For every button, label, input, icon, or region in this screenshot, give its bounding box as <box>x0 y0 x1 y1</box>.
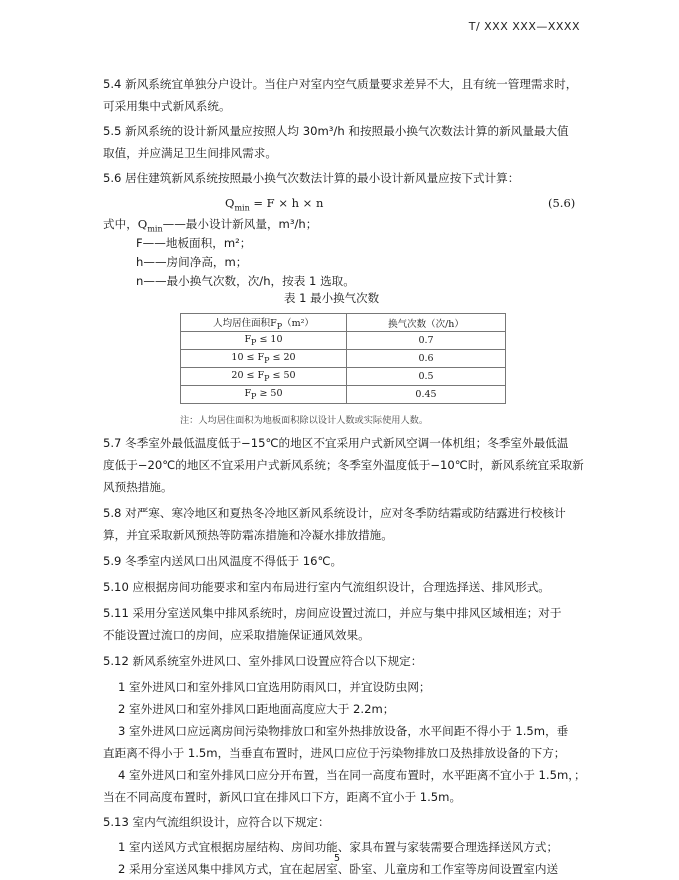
formula-lhs: Q <box>225 196 235 210</box>
min-air-change-table <box>180 313 506 404</box>
clause-5-11-line2: 不能设置过流口的房间，应采取措施保证通风效果。 <box>103 628 370 642</box>
where-q-desc: ——最小设计新风量，m³/h； <box>162 217 318 231</box>
cell-area: $20 \le F_P \le 50$ <box>181 368 347 386</box>
where-intro: 式中， <box>103 217 138 231</box>
where-q-sub: min <box>147 224 163 234</box>
clause-5-11-line1: 5.11 采用分室送风集中排风系统时，房间应设置过流口，并应与集中排风区域相连；对于 <box>103 606 562 620</box>
clause-5-5-line1: 5.5 新风系统的设计新风量应按照人均 30m³/h 和按照最小换气次数法计算的新风量最大值 <box>103 124 569 138</box>
table-caption: 表 1 最小换气次数 <box>284 291 380 305</box>
cell-ach: 0.7 <box>347 332 506 350</box>
where-n: n——最小换气次数，次/h，按表 1 选取。 <box>136 274 355 288</box>
cell-area: $F_P \le 10$ <box>181 332 347 350</box>
clause-5-12-title: 5.12 新风系统室外进风口、室外排风口设置应符合以下规定： <box>103 654 423 668</box>
clause-5-12-item4-line2: 当在不同高度布置时，新风口宜在排风口下方，距离不宜小于 1.5m。 <box>103 790 462 804</box>
table-row <box>181 332 506 350</box>
cell-ach: 0.5 <box>347 368 506 386</box>
table-row <box>181 386 506 404</box>
clause-5-4-line1: 5.4 新风系统宜单独分户设计。当住户对室内空气质量要求差异不大，且有统一管理需求时， <box>103 77 578 91</box>
clause-5-9: 5.9 冬季室内送风口出风温度不得低于 16℃。 <box>103 554 343 568</box>
clause-5-12-item3-line1: 3 室外进风口应远离房间污染物排放口和室外热排放设备，水平间距不得小于 1.5m，垂 <box>118 724 569 738</box>
clause-5-13-item2: 2 采用分室送风集中排风方式，宜在起居室、卧室、儿童房和工作室等房间设置室内送 <box>118 862 559 876</box>
clause-5-8-line2: 算，并宜采取新风预热等防霜冻措施和冷凝水排放措施。 <box>103 528 393 542</box>
clause-5-5-line2: 取值，并应满足卫生间排风需求。 <box>103 146 277 160</box>
clause-5-6-line1: 5.6 居住建筑新风系统按照最小换气次数法计算的最小设计新风量应按下式计算： <box>103 171 520 185</box>
table-header-row <box>181 314 506 332</box>
formula-lhs-sub: min <box>234 203 250 213</box>
cell-area: $10 \le F_P \le 20$ <box>181 350 347 368</box>
clause-5-10: 5.10 应根据房间功能要求和室内布局进行室内气流组织设计，合理选择送、排风形式。 <box>103 580 550 594</box>
standard-code-header: T/ XXX XXX—XXXX <box>468 20 580 33</box>
equation-number: (5.6) <box>548 196 576 210</box>
clause-5-4-line2: 可采用集中式新风系统。 <box>103 99 231 113</box>
cell-ach: 0.45 <box>347 386 506 404</box>
formula <box>225 196 323 212</box>
clause-5-13-item1: 1 室内送风方式宜根据房屋结构、房间功能、家具布置与家装需要合理选择送风方式； <box>118 840 559 854</box>
header-ach: 换气次数（次/h） <box>347 314 506 332</box>
cell-ach: 0.6 <box>347 350 506 368</box>
clause-5-12-item2: 2 室外进风口和室外排风口距地面高度应大于 2.2m； <box>118 702 395 716</box>
where-h: h——房间净高，m； <box>136 255 248 269</box>
clause-5-7-line2: 度低于−20℃的地区不宜采用户式新风系统；冬季室外温度低于−10℃时，新风系统宜采取新 <box>103 458 584 472</box>
clause-5-7-line1: 5.7 冬季室外最低温度低于−15℃的地区不宜采用户式新风空调一体机组；冬季室外最低温 <box>103 436 569 450</box>
clause-5-12-item3-line2: 直距离不得小于 1.5m，当垂直布置时，进风口应位于污染物排放口及热排放设备的下方； <box>103 746 566 760</box>
clause-5-12-item1: 1 室外进风口和室外排风口宜选用防雨风口，并宜设防虫网； <box>118 680 431 694</box>
clause-5-12-item4-line1: 4 室外进风口和室外排风口应分开布置，当在同一高度布置时，水平距离不宜小于 1.5m，； <box>118 768 586 782</box>
where-f: F——地板面积，m²； <box>136 236 252 250</box>
header-area: 人均居住面积$F_P(m^2)$ <box>181 314 347 332</box>
formula-rhs: = F × h × n <box>249 196 324 210</box>
table-note: 注：人均居住面积为地板面积除以设计人数或实际使用人数。 <box>180 415 429 426</box>
clause-5-13-title: 5.13 室内气流组织设计，应符合以下规定： <box>103 815 330 829</box>
cell-area: $F_P \ge 50$ <box>181 386 347 404</box>
clause-5-7-line3: 风预热措施。 <box>103 480 173 494</box>
table-row <box>181 368 506 386</box>
table-row <box>181 350 506 368</box>
clause-5-8-line1: 5.8 对严寒、寒冷地区和夏热冬冷地区新风系统设计，应对冬季防结霜或防结露进行校核计 <box>103 506 566 520</box>
where-q-symbol: Q <box>137 217 148 231</box>
page-number: 5 <box>334 853 341 864</box>
